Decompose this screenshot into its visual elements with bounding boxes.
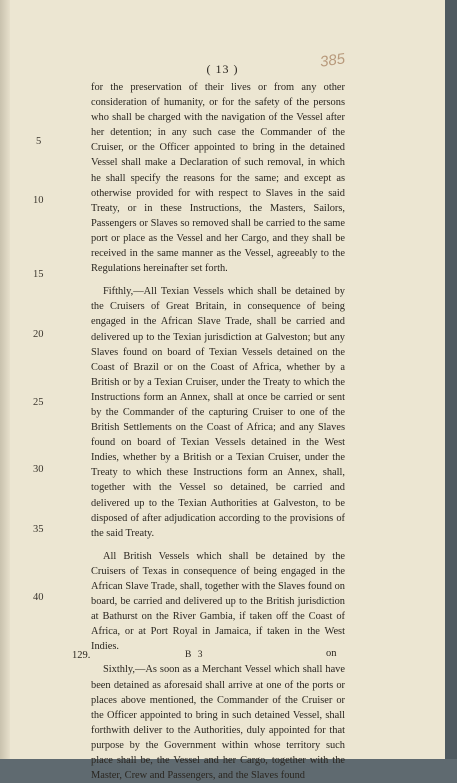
paragraph-sixthly: Sixthly,—As soon as a Merchant Vessel which shall have been detained as aforesaid shall arrive at one of the ports or places above mentioned, the Commander of the Cruiser or the Officer appointed to bring in such detained Vessel, shall forthwith deliver to the Authorities, duly appointed for that purpose by the Government within whose territory such place shall be, the Vessel and her Cargo, together with the Master, Crew and Passengers, and the Slaves found — [91, 664, 345, 782]
footer-signature-mark: B 3 — [185, 650, 205, 660]
body-text — [91, 80, 345, 783]
line-number: 35 — [33, 524, 44, 535]
line-number: 30 — [33, 464, 44, 475]
paragraph-fifthly: Fifthly,—All Texian Vessels which shall be detained by the Cruisers of Great Britain, in consequence of being engaged in the African Slave Trade, shall be carried and delivered up to the Texian jurisdiction at Galveston; but any Slaves found on board of Texian Vessels detained on the Coast of Brazil or on the Coast of Africa, whether by a British or by a Texian Cruiser, under the Treaty to which the Instructions form an Annex, shall at once be carried or sent by the Commander of the capturing Cruiser to one of the British Settlements on the Coast of Africa; and any Slaves found on board of Texian Vessels detained in the West Indies, whether by a British or a Texian Cruiser, under the Treaty to which these Instructions form an Annex, shall, together with the Vessel so detained, be carried and delivered up to the Texian Authorities at Galveston, to be disposed of after adjudication according to the provisions of the said Treaty. — [91, 286, 345, 539]
scan-background-edge — [445, 0, 457, 759]
line-number: 5 — [36, 136, 42, 147]
pencil-folio-note: 385 — [318, 50, 347, 71]
binding-gutter — [0, 0, 10, 759]
line-number: 20 — [33, 329, 44, 340]
page-number: ( 13 ) — [206, 62, 239, 76]
line-number: 40 — [33, 592, 44, 603]
paragraph-continuation: for the preservation of their lives or from any other consideration of humanity, or for the safety of the persons who shall be charged with the navigation of the Vessel after her detention; in any such case the Commander of the Cruiser, or the Officer appointed to bring in the detained Vessel shall make a Declaration of such removal, in which he shall specify the reasons for the same; and except as otherwise provided for with respect to Slaves in the said Treaty, or in these Instructions, the Masters, Sailors, Passengers or Slaves so removed shall be carried to the same port or place as the Vessel and her Cargo, and they shall be received in the same manner as the Vessel, agreeably to the Regulations hereinafter set forth. — [91, 82, 345, 275]
line-number: 15 — [33, 269, 44, 280]
footer-document-number: 129. — [72, 650, 91, 661]
footer-catchword: on — [326, 648, 337, 659]
line-number: 25 — [33, 397, 44, 408]
paragraph-british-vessels: All British Vessels which shall be detained by the Cruisers of Texas in consequence of being engaged in the African Slave Trade, shall, together with the Slaves found on board, be carried and delivered up to the British jurisdiction at Bathurst on the River Gambia, if taken off the Coast of Africa, or at Port Royal in Jamaica, if taken in the West Indies. — [91, 550, 345, 653]
line-number: 10 — [33, 195, 44, 206]
